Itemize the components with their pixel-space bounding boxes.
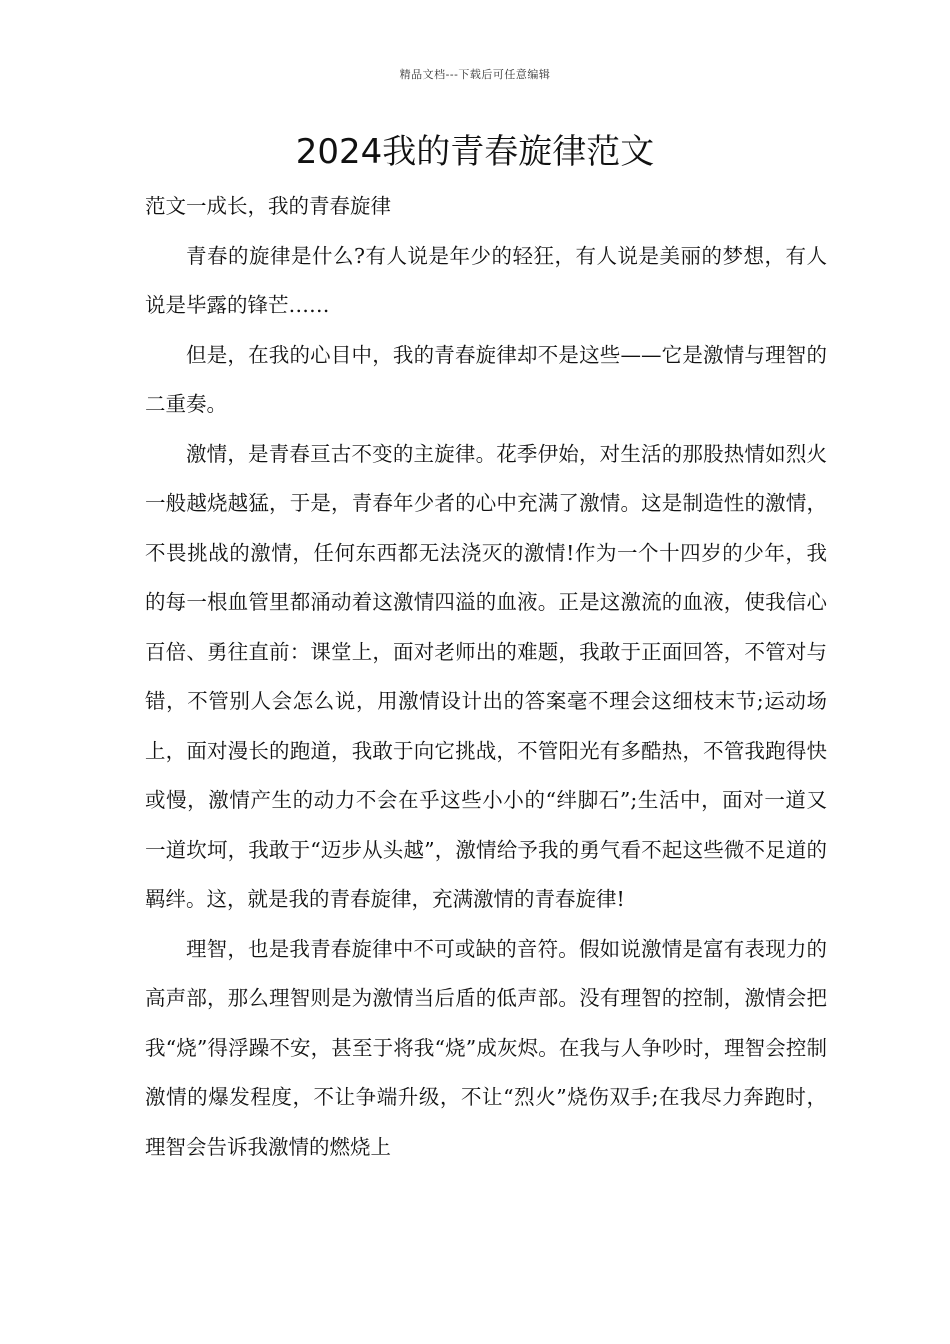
section-heading: 范文一成长，我的青春旋律 <box>145 194 391 218</box>
paragraph-3: 激情，是青春亘古不变的主旋律。花季伊始，对生活的那股热情如烈火一般越烧越猛，于是，青春年少者的心中充满了激情。这是制造性的激情，不畏挑战的激情，任何东西都无法浇灭的激情!作为一个十四岁的少年，我的每一根血管里都涌动着这激情四溢的血液。正是这激流的血液，使我信心百倍、勇往直前：课堂上，面对老师出的难题，我敢于正面回答，不管对与错，不管别人会怎么说，用激情设计出的答案毫不理会这细枝末节;运动场上，面对漫长的跑道，我敢于向它挑战，不管阳光有多酷热，不管我跑得快或慢，激情产生的动力不会在乎这些小小的“绊脚石”;生活中，面对一道又一道坎坷，我敢于“迈步从头越”，激情给予我的勇气看不起这些微不足道的羁绊。这，就是我的青春旋律，充满激情的青春旋律! <box>145 441 827 911</box>
document-body <box>145 182 827 1172</box>
header-note: 精品文档---下载后可任意编辑 <box>399 68 551 81</box>
paragraph-1: 青春的旋律是什么?有人说是年少的轻狂，有人说是美丽的梦想，有人说是毕露的锋芒…… <box>145 243 827 317</box>
paragraph-2: 但是，在我的心目中，我的青春旋律却不是这些——它是激情与理智的二重奏。 <box>145 342 827 416</box>
document-title: 2024我的青春旋律范文 <box>295 132 655 172</box>
paragraph-4: 理智，也是我青春旋律中不可或缺的音符。假如说激情是富有表现力的高声部，那么理智则是为激情当后盾的低声部。没有理智的控制，激情会把我“烧”得浮躁不安，甚至于将我“烧”成灰烬。在我与人争吵时，理智会控制激情的爆发程度，不让争端升级，不让“烈火”烧伤双手;在我尽力奔跑时，理智会告诉我激情的燃烧上 <box>145 936 827 1159</box>
